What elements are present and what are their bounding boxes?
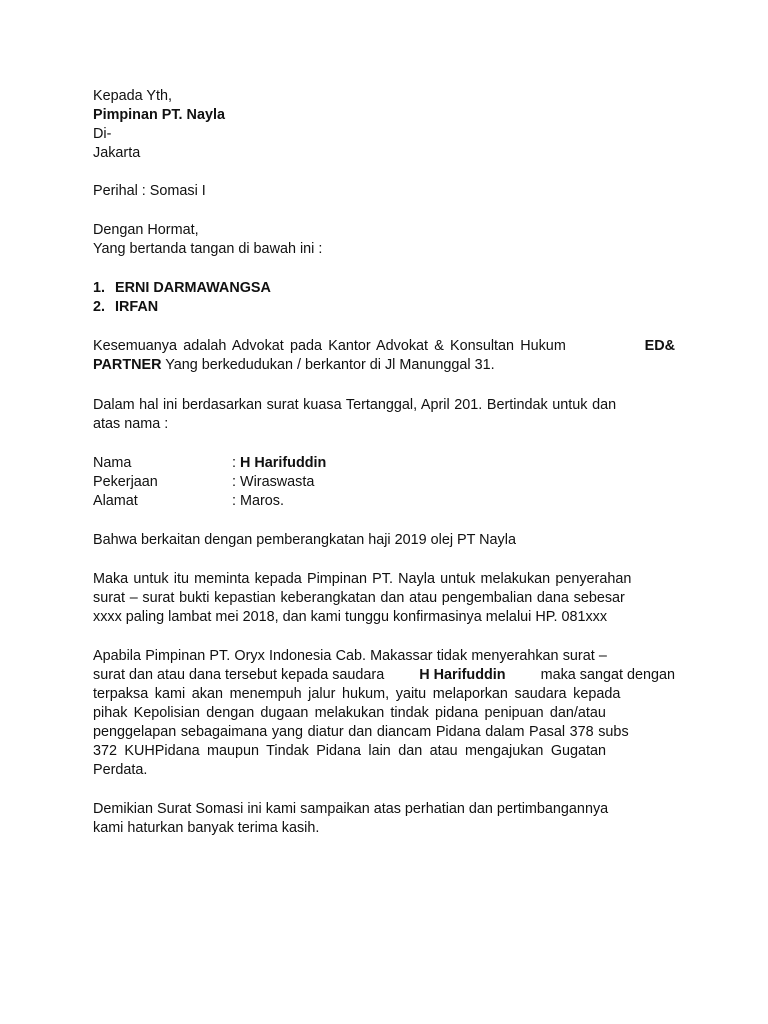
closing-line: Demikian Surat Somasi ini kami sampaikan atas perhatian dan pertimbangannya xyxy=(93,801,609,817)
apabila-line: Perdata. xyxy=(93,762,148,778)
apabila-line: 372 KUHPidana maupun Tindak Pidana lain dan atau mengajukan Gugatan xyxy=(93,743,607,759)
alamat-value: : Maros. xyxy=(232,493,284,509)
bahwa-paragraph: Bahwa berkaitan dengan pemberangkatan haji 2019 olej PT Nayla xyxy=(93,532,516,548)
signatory-name: IRFAN xyxy=(115,299,159,315)
subject-line: Perihal : Somasi I xyxy=(93,183,206,199)
nama-label: Nama xyxy=(93,455,132,471)
client-nama-row: Nama : H Harifuddin xyxy=(93,455,327,471)
apabila-text: surat dan atau dana tersebut kepada saudara xyxy=(93,667,385,683)
apabila-line: Apabila Pimpinan PT. Oryx Indonesia Cab. Makassar tidak menyerahkan surat – xyxy=(93,648,607,664)
apabila-line xyxy=(93,666,675,685)
address-recipient: Pimpinan PT. Nayla xyxy=(93,107,225,123)
client-pekerjaan-row xyxy=(93,473,314,492)
signatory-item xyxy=(93,298,158,317)
nama-value: H Harifuddin xyxy=(240,455,327,471)
address-to: Kepada Yth, xyxy=(93,88,172,104)
kuasa-line-1: Dalam hal ini berdasarkan surat kuasa Tertanggal, April 201. Bertindak untuk dan xyxy=(93,397,617,413)
client-name-inline: H Harifuddin xyxy=(419,667,506,683)
address-city: Jakarta xyxy=(93,145,141,161)
signatory-number: 1. xyxy=(93,280,106,296)
signatory-item xyxy=(93,279,271,298)
alamat-label: Alamat xyxy=(93,493,138,509)
greeting: Dengan Hormat, xyxy=(93,222,199,238)
intro-line: Yang bertanda tangan di bawah ini : xyxy=(93,241,323,257)
advokat-text: Kesemuanya adalah Advokat pada Kantor Advokat & Konsultan Hukum xyxy=(93,338,566,354)
pekerjaan-value: : Wiraswasta xyxy=(232,474,315,490)
apabila-line: terpaksa kami akan menempuh jalur hukum, yaitu melaporkan saudara kepada xyxy=(93,686,621,702)
address-di: Di- xyxy=(93,126,112,142)
firm-name-part1: ED& xyxy=(644,338,675,354)
apabila-text-tail: maka sangat dengan xyxy=(540,667,675,683)
advokat-address: Yang berkedudukan / berkantor di Jl Manunggal 31. xyxy=(161,357,495,373)
apabila-line: pihak Kepolisian dengan dugaan melakukan tindak pidana penipuan dan/atau xyxy=(93,705,606,721)
firm-name-part2: PARTNER xyxy=(93,357,162,373)
maka-line: xxxx paling lambat mei 2018, dan kami tunggu konfirmasinya melalui HP. 081xxx xyxy=(93,609,608,625)
advokat-line-2 xyxy=(93,356,495,375)
kuasa-line-2: atas nama : xyxy=(93,416,169,432)
maka-line: surat – surat bukti kepastian keberangkatan dan atau pengembalian dana sebesar xyxy=(93,590,625,606)
signatory-name: ERNI DARMAWANGSA xyxy=(115,280,271,296)
advokat-line-1 xyxy=(93,337,675,356)
signatory-number: 2. xyxy=(93,299,106,315)
pekerjaan-label: Pekerjaan xyxy=(93,474,158,490)
maka-line: Maka untuk itu meminta kepada Pimpinan PT. Nayla untuk melakukan penyerahan xyxy=(93,571,632,587)
closing-line: kami haturkan banyak terima kasih. xyxy=(93,820,320,836)
apabila-line: penggelapan sebagaimana yang diatur dan diancam Pidana dalam Pasal 378 subs xyxy=(93,724,629,740)
client-alamat-row xyxy=(93,492,284,511)
